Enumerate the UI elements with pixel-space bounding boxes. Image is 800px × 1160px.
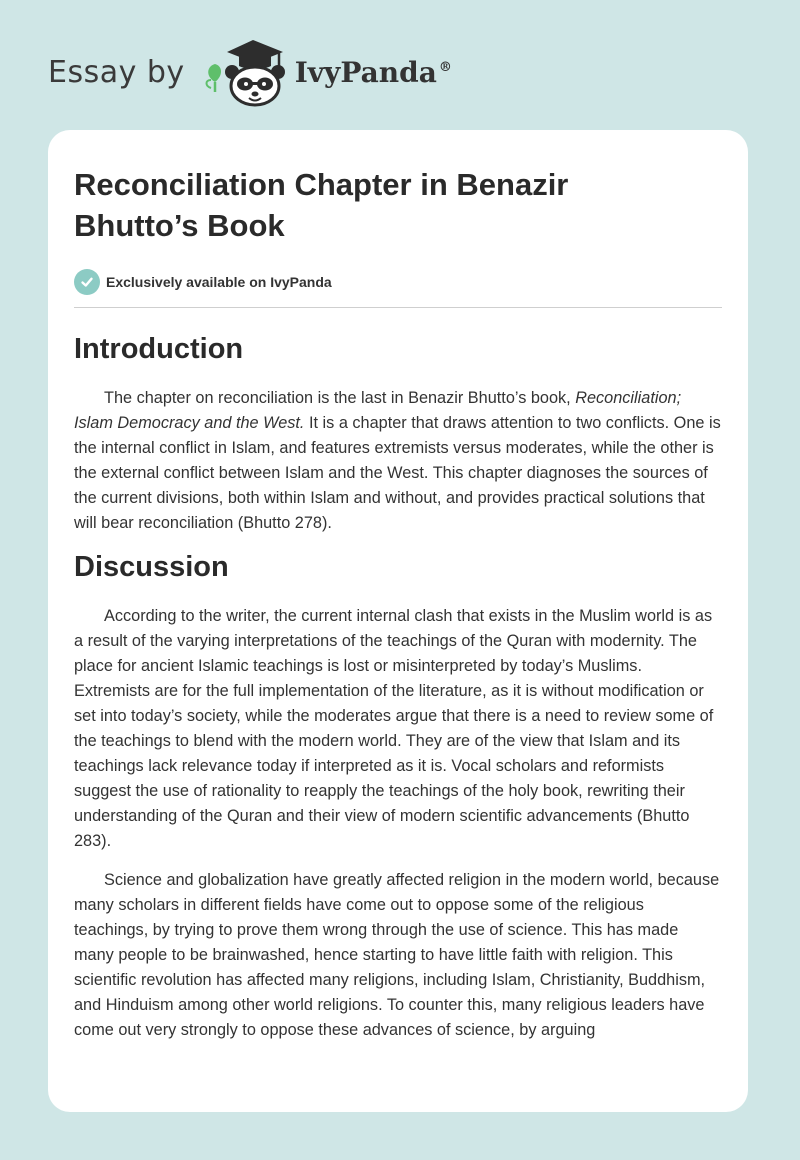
discussion-paragraph-2: Science and globalization have greatly affected religion in the modern world, because many scholars in different fields have come out to oppose some of the religious teachings, by trying to prove them wrong through the use of science. This has made many people to be brainwashed, hence starting to have little faith with religion. This scientific revolution has affected many religions, including Islam, Christianity, Buddhism, and Hinduism among other world religions. To counter this, many religious leaders have come out very strongly to oppose these advances of science, by arguing: [74, 871, 720, 1039]
section-heading-discussion: Discussion: [74, 551, 229, 583]
book-title: Reconciliation; Islam Democracy and the West.: [74, 389, 682, 432]
brand-name[interactable]: IvyPanda ®: [294, 55, 452, 89]
site-header: [48, 36, 452, 108]
panda-logo-icon[interactable]: [199, 36, 291, 108]
essay-card: [48, 130, 748, 1112]
section-heading-introduction: Introduction: [74, 333, 244, 365]
essay-title: Reconciliation Chapter in Benazir Bhutto’s Book: [74, 167, 569, 243]
discussion-paragraph-1: According to the writer, the current internal clash that exists in the Muslim world is as a result of the varying interpretations of the teachings of the Quran with modernity. The place for ancient Islamic teachings is lost or misinterpreted by today’s Muslims. Extremists are for the full implementation of the literature, as it is without modification or set into today’s society, while the moderates argue that there is a need to review some of the teachings to blend with the modern world. They are of the view that Islam and its teachings lack relevance today if interpreted as it is. Vocal scholars and reformists suggest the use of rationality to reapply the teachings of the holy book, rewriting their understanding of the Quran and their view of modern scientific advancements (Bhutto 283).: [74, 607, 714, 850]
check-icon: [74, 269, 100, 295]
intro-paragraph: The chapter on reconciliation is the last in Benazir Bhutto’s book, Reconciliation; Islam Democracy and the West. It is a chapter that draws attention to two conflicts. One is the internal conflict in Islam, and features extremists versus moderates, while the other is the external conflict between Islam and the West. This chapter diagnoses the sources of the current divisions, both within Islam and without, and provides practical solutions that will bear reconciliation (Bhutto 278).: [74, 389, 721, 532]
registered-mark: ®: [438, 60, 452, 76]
divider: [74, 307, 722, 308]
exclusive-badge: [74, 268, 722, 296]
essay-by-label: Essay by: [48, 54, 185, 90]
exclusive-text: Exclusively available on IvyPanda: [106, 274, 332, 290]
